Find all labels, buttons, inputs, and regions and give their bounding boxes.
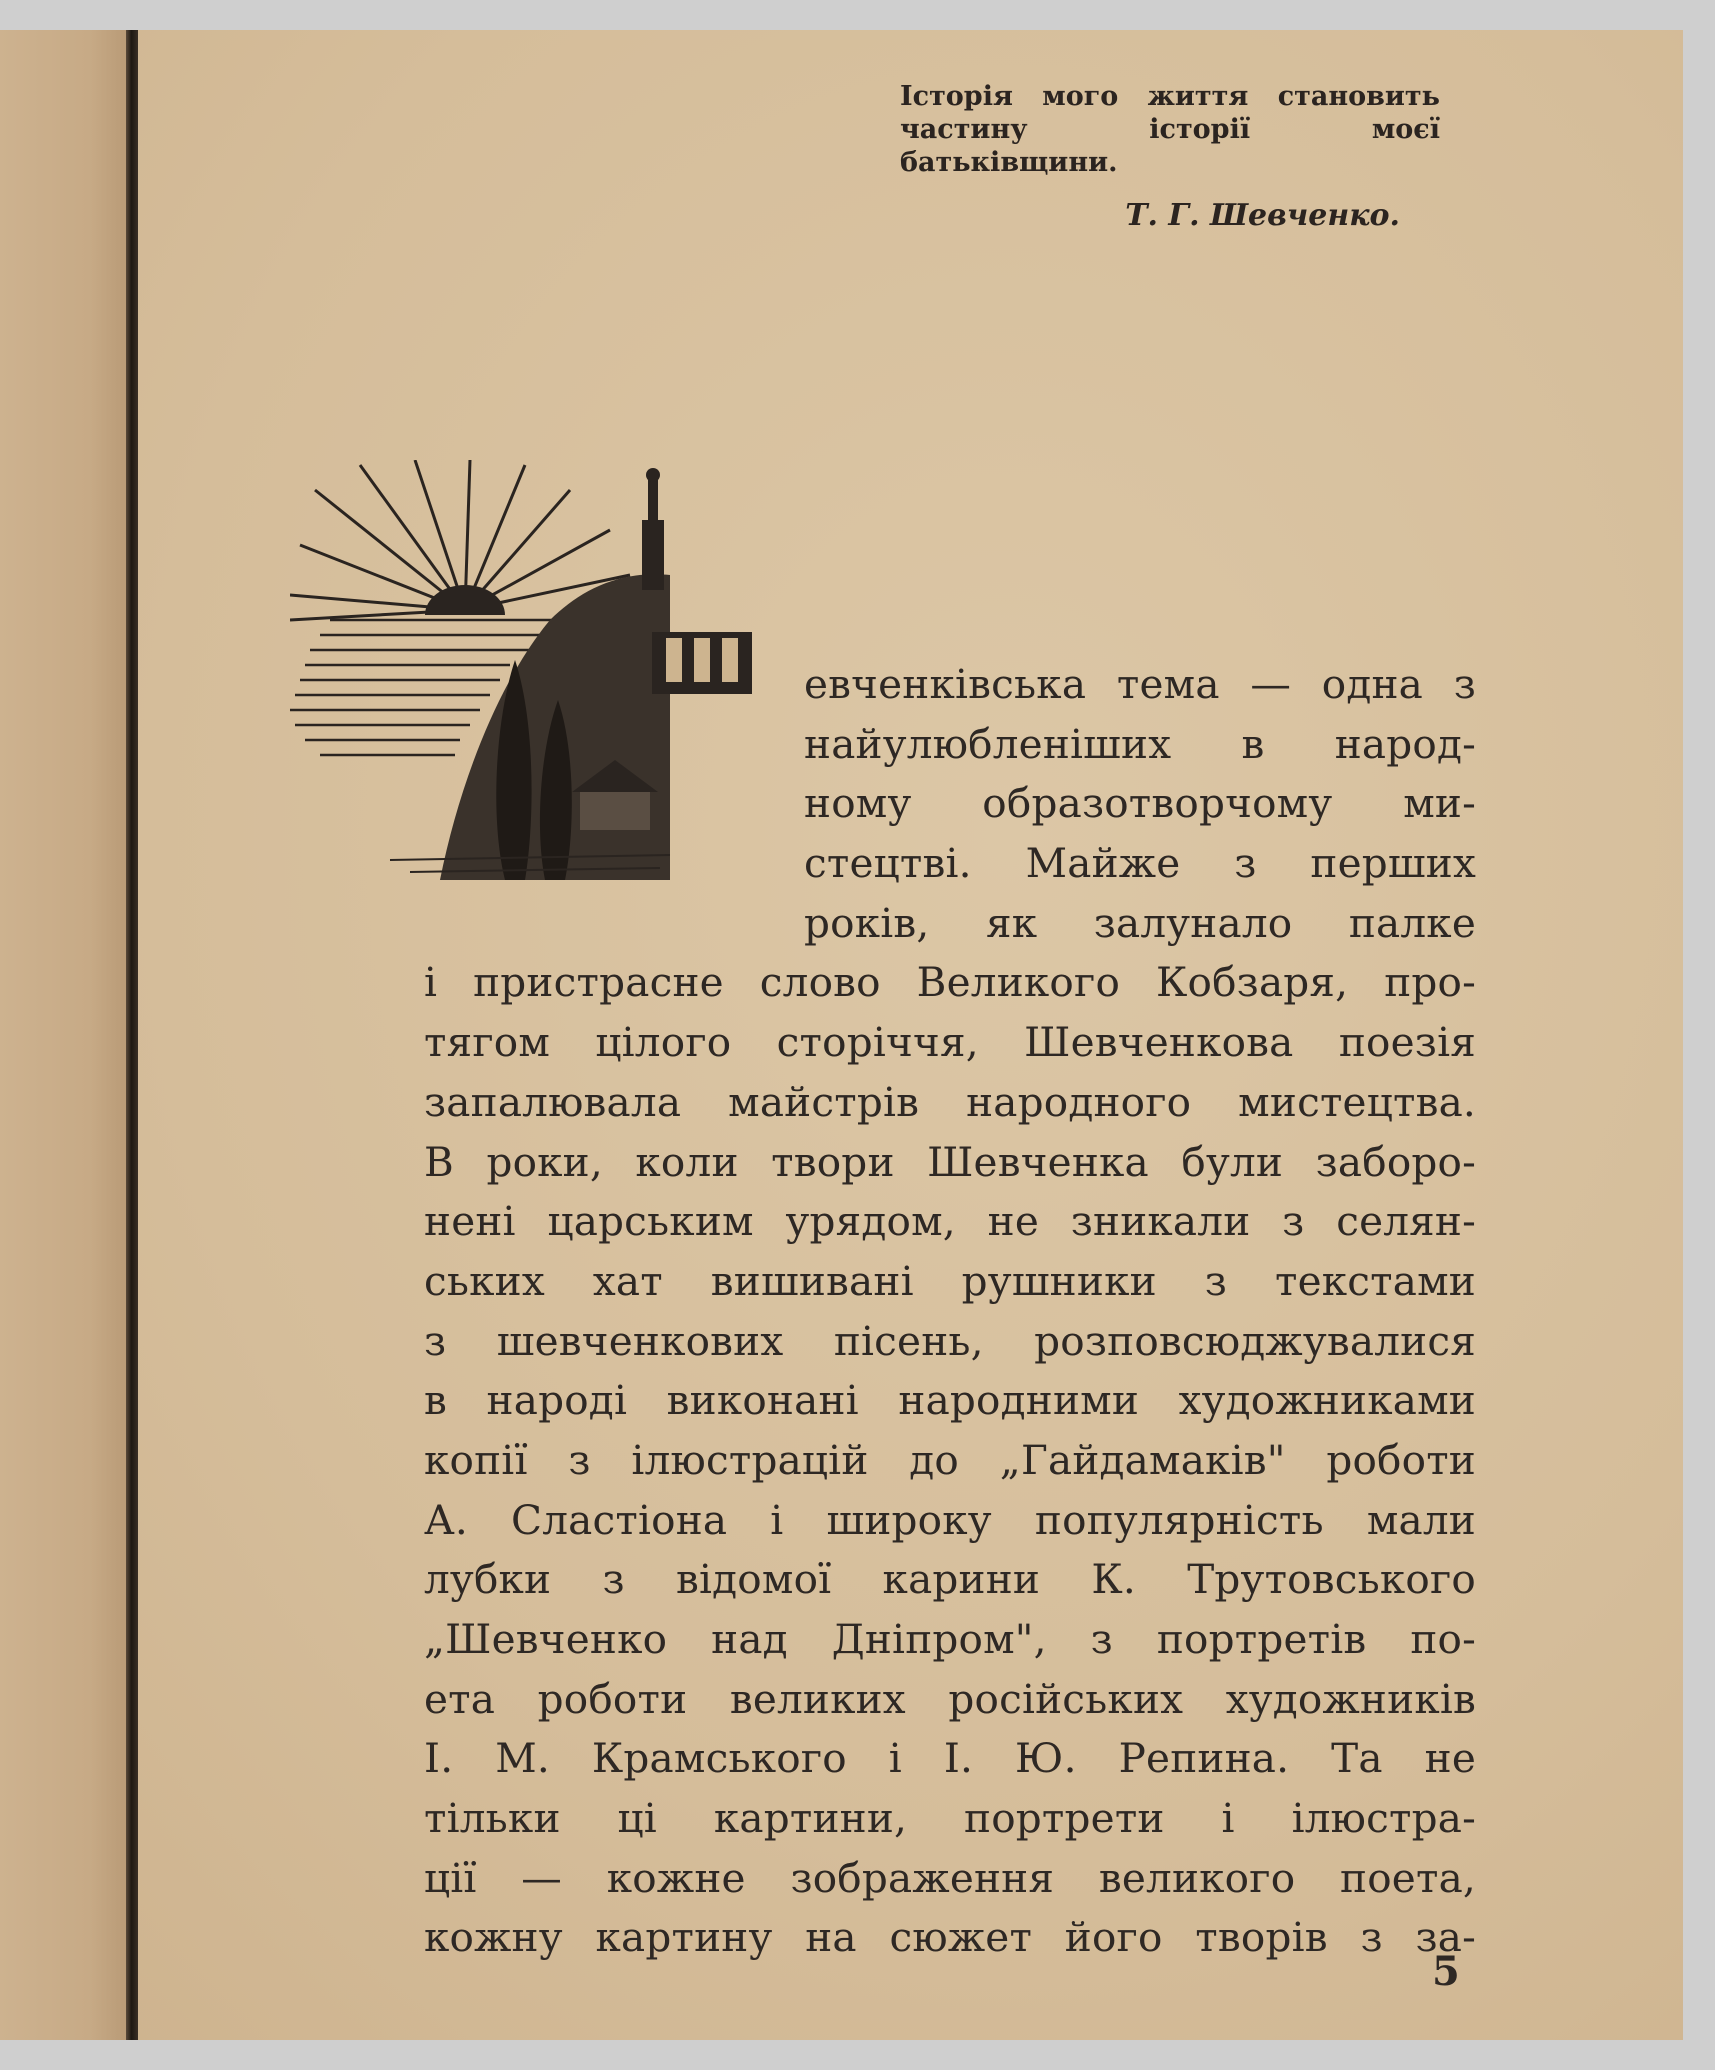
epigraph-author: Т. Г. Шевченко. [1125, 198, 1400, 233]
text-line: запалювала майстрів народного мистецтва. [424, 1077, 1476, 1126]
text-line: лубки з відомої карини К. Трутовського [424, 1555, 1476, 1604]
text-line: в народі виконані народними художниками [424, 1376, 1476, 1425]
book-spine [126, 30, 138, 2040]
text-line: „Шевченко над Дніпром", з портретів по- [424, 1615, 1476, 1663]
text-line: В роки, коли твори Шевченка були заборо- [424, 1137, 1476, 1186]
body-text [424, 655, 1476, 1968]
text-line: І. М. Крамського і І. Ю. Репина. Та не [424, 1734, 1476, 1783]
text-line: тільки ці картини, портрети і ілюстра- [424, 1794, 1476, 1843]
epigraph-text: Історія мого життя становить частину історії моєї батьківщини. [900, 81, 1440, 178]
text-line: ції — кожне зображення великого поета, [424, 1853, 1476, 1902]
book-page [0, 30, 1683, 2040]
text-line: кожну картину на сюжет його творів з за- [424, 1913, 1476, 1962]
text-line: тягом цілого сторіччя, Шевченкова поезія [424, 1018, 1476, 1067]
text-line: А. Сластіона і широку популярність мали [424, 1495, 1476, 1544]
text-line: ета роботи великих російських художників [424, 1674, 1476, 1723]
monument-icon [642, 520, 664, 590]
text-line: ських хат вишивані рушники з текстами [424, 1256, 1476, 1305]
left-page-edge [0, 30, 128, 2040]
text-line: найулюбленіших в народ- [804, 719, 1476, 768]
text-line: років, як залунало палке [804, 898, 1476, 947]
text-line: і пристрасне слово Великого Кобзаря, про- [424, 958, 1476, 1007]
text-line: з шевченкових пісень, розповсюджувалися [424, 1316, 1476, 1365]
text-line: ному образотворчому ми- [804, 779, 1476, 828]
text-line: нені царським урядом, не зникали з селян- [424, 1197, 1476, 1246]
page-number: 5 [1432, 1948, 1460, 1995]
text-line: стецтві. Майже з перших [804, 839, 1476, 888]
text-line: копії з ілюстрацій до „Гайдамаків" роботи [424, 1435, 1476, 1484]
text-line: евченківська тема — одна з [804, 660, 1476, 708]
